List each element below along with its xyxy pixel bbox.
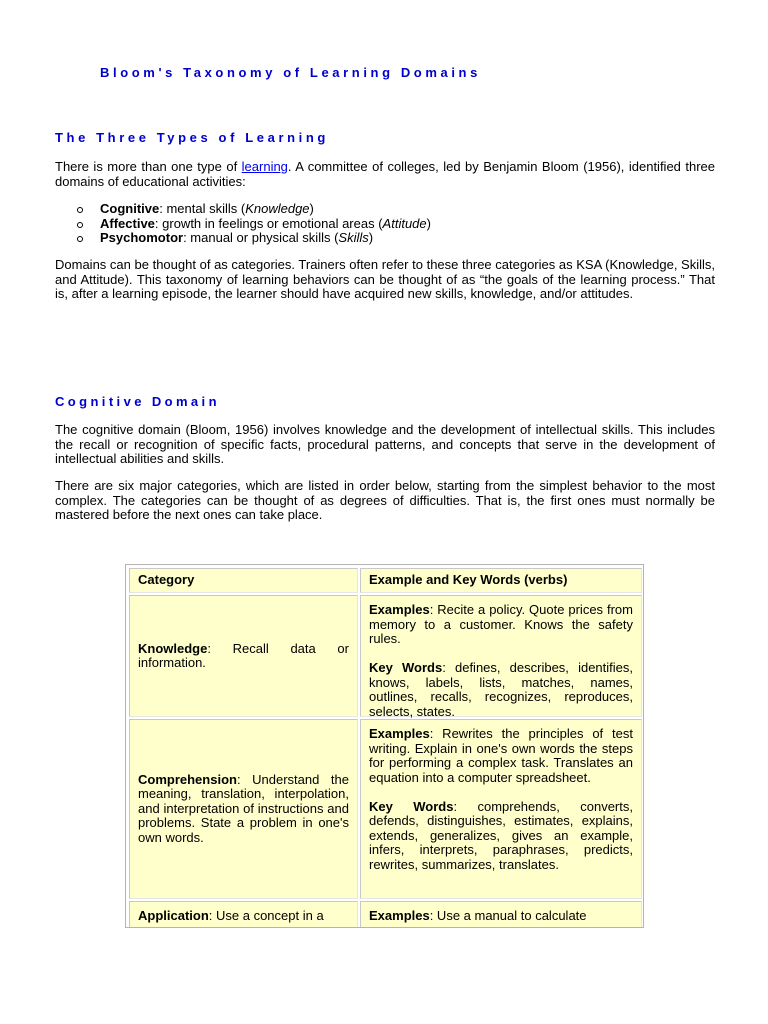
document-title: Bloom's Taxonomy of Learning Domains: [100, 65, 481, 80]
table-cell-category: [129, 901, 358, 928]
table-header-examples: Example and Key Words (verbs): [360, 568, 642, 593]
keywords-text: [369, 661, 633, 719]
category-term: Application: [138, 908, 209, 923]
examples-text: [369, 909, 633, 924]
keywords-text: [369, 800, 633, 873]
domain-close: ): [426, 215, 431, 231]
categories-paragraph: There are six major categories, which are listed in order below, starting from the simplest behavior to the most complex. The categories can be thought of as degrees of difficulties. That is, the first ones must normally be mastered before the next ones can take place.: [55, 478, 715, 522]
domain-term: Psychomotor: [100, 230, 184, 245]
domain-term: Cognitive: [100, 201, 160, 216]
domain-term: Affective: [100, 215, 155, 231]
ksa-paragraph: Domains can be thought of as categories. Trainers often refer to these three categories as KSA (Knowledge, Skills, and Attitude). This taxonomy of learning behaviors can be thought of as “the goals of the learning process.” That is, after a learning episode, the learner should have acquired new skills, knowledge, and/or attitudes.: [55, 257, 715, 301]
examples-desc: : Use a manual to calculate: [429, 908, 587, 923]
table-cell-category: [129, 719, 358, 899]
category-desc: : Understand the meaning, translation, interpolation, and interpretation of instructions and problems. State a problem in one's own words.: [138, 771, 349, 845]
circle-bullet-icon: [77, 222, 83, 228]
cognitive-paragraph: The cognitive domain (Bloom, 1956) involves knowledge and the development of intellectual skills. This includes the recall or recognition of specific facts, procedural patterns, and concepts that serve in the development of intellectual abilities and skills.: [55, 422, 715, 466]
circle-bullet-icon: [77, 236, 83, 242]
category-term: Comprehension: [138, 771, 237, 787]
cognitive-categories-table: [125, 564, 644, 928]
category-desc: : Use a concept in a: [208, 908, 324, 923]
circle-bullet-icon: [77, 207, 83, 213]
domain-list: [55, 202, 431, 246]
domain-desc: : manual or physical skills (: [183, 230, 339, 245]
examples-desc: : Rewrites the principles of test writing. Explain in one's own words the steps for performing a complex task. Translates an equation into a computer spreadsheet.: [369, 726, 633, 785]
list-item: [55, 231, 431, 246]
keywords-label: Key Words: [369, 798, 454, 814]
domain-desc: : growth in feelings or emotional areas (: [154, 215, 383, 231]
table-cell-examples: [360, 901, 642, 928]
keywords-desc: : comprehends, converts, defends, distinguishes, estimates, explains, extends, generalizes, gives an example, infers, interprets, paraphrases, predicts, rewrites, summarizes, translates.: [369, 798, 633, 872]
examples-label: Examples: [369, 602, 430, 617]
examples-desc: : Recite a policy. Quote prices from memory to a customer. Knows the safety rules.: [369, 602, 633, 646]
table-cell-category: [129, 595, 358, 717]
examples-label: Examples: [369, 908, 430, 923]
keywords-label: Key Words: [369, 660, 443, 675]
category-text: [138, 773, 349, 846]
domain-close: ): [309, 201, 314, 216]
table-cell-examples: [360, 719, 642, 899]
intro-text-end: . A committee of colleges, led by Benjamin Bloom (1956), identified three domains of educational activities:: [55, 159, 716, 189]
domain-close: ): [368, 230, 374, 245]
category-term: Knowledge: [138, 640, 208, 656]
domain-italic: Skills: [338, 230, 369, 245]
section-heading-three-types: The Three Types of Learning: [55, 130, 329, 145]
list-item: [55, 202, 431, 217]
keywords-desc: : defines, describes, identifies, knows, labels, lists, matches, names, outlines, recalls, recognizes, reproduces, selects, states.: [369, 660, 633, 719]
domain-desc: : mental skills (: [159, 201, 246, 216]
intro-text-start: There is more than one type of: [55, 159, 242, 174]
table-cell-examples: [360, 595, 642, 717]
domain-italic: Knowledge: [245, 201, 310, 216]
learning-link[interactable]: learning: [241, 159, 288, 174]
domain-italic: Attitude: [382, 215, 427, 231]
category-desc: : Recall data or information.: [138, 640, 349, 670]
examples-text: [369, 727, 633, 785]
examples-label: Examples: [369, 726, 430, 741]
section-heading-cognitive: Cognitive Domain: [55, 394, 220, 409]
list-item: [55, 217, 431, 232]
examples-text: [369, 603, 633, 647]
intro-paragraph: [55, 160, 715, 189]
category-text: [138, 909, 349, 924]
category-text: [138, 642, 349, 671]
table-header-category: Category: [129, 568, 358, 593]
